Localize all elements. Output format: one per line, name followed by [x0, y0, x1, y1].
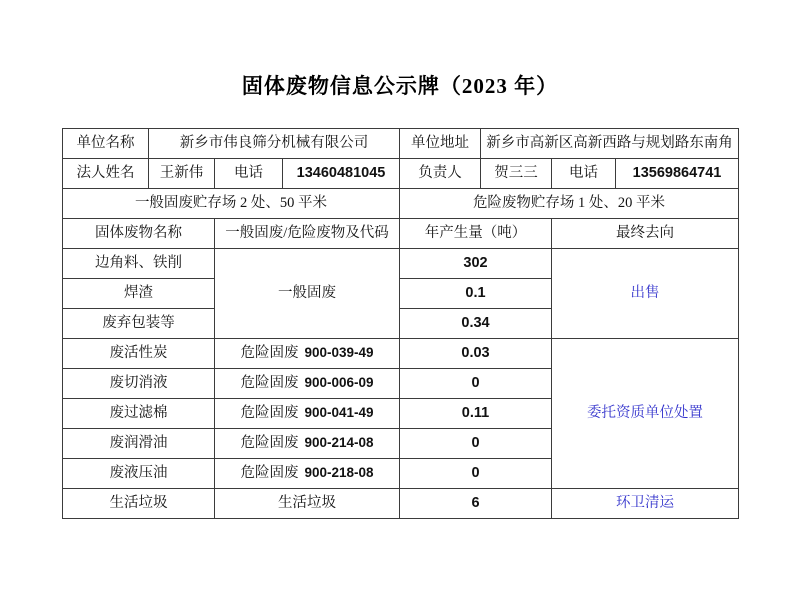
- waste-amount: 0: [400, 369, 552, 399]
- waste-amount: 0.34: [400, 309, 552, 339]
- waste-code: 900-218-08: [304, 465, 374, 481]
- phone1-value: 13460481045: [283, 159, 400, 189]
- manager-label: 负责人: [400, 159, 481, 189]
- waste-name: 生活垃圾: [63, 489, 215, 519]
- hazard-category-label: 危险固废: [240, 465, 299, 482]
- waste-name: 边角料、铁削: [63, 249, 215, 279]
- waste-category-code: [215, 369, 400, 399]
- header-waste-name: 固体废物名称: [63, 219, 215, 249]
- table-row: [63, 249, 739, 279]
- unit-address-label: 单位地址: [400, 129, 481, 159]
- waste-category-code: [215, 459, 400, 489]
- legal-person-label: 法人姓名: [63, 159, 149, 189]
- hazard-category-label: 危险固废: [240, 405, 299, 422]
- manager-value: 贺三三: [481, 159, 552, 189]
- waste-amount: 0: [400, 459, 552, 489]
- row-unit-info: [63, 129, 739, 159]
- unit-address-value: 新乡市高新区高新西路与规划路东南角: [481, 129, 739, 159]
- waste-amount: 0.1: [400, 279, 552, 309]
- waste-name: 废过滤棉: [63, 399, 215, 429]
- unit-name-value: 新乡市伟良筛分机械有限公司: [149, 129, 400, 159]
- hazard-category-label: 危险固废: [240, 345, 299, 362]
- waste-amount: 0.03: [400, 339, 552, 369]
- waste-amount: 302: [400, 249, 552, 279]
- row-table-header: [63, 219, 739, 249]
- phone2-value: 13569864741: [616, 159, 739, 189]
- waste-name: 废活性炭: [63, 339, 215, 369]
- waste-name: 废液压油: [63, 459, 215, 489]
- waste-name: 废切消液: [63, 369, 215, 399]
- hazard-category-label: 危险固废: [240, 375, 299, 392]
- header-destination: 最终去向: [552, 219, 739, 249]
- waste-category-code: [215, 429, 400, 459]
- waste-amount: 6: [400, 489, 552, 519]
- waste-name: 焊渣: [63, 279, 215, 309]
- general-category: 一般固废: [215, 249, 400, 339]
- unit-name-label: 单位名称: [63, 129, 149, 159]
- phone2-label: 电话: [552, 159, 616, 189]
- household-destination: 环卫清运: [552, 489, 739, 519]
- row-contact-info: [63, 159, 739, 189]
- waste-name: 废弃包装等: [63, 309, 215, 339]
- waste-name: 废润滑油: [63, 429, 215, 459]
- hazard-category-label: 危险固废: [240, 435, 299, 452]
- waste-code: 900-006-09: [304, 375, 374, 391]
- hazard-destination: 委托资质单位处置: [552, 339, 739, 489]
- table-row: [63, 339, 739, 369]
- waste-amount: 0: [400, 429, 552, 459]
- waste-amount: 0.11: [400, 399, 552, 429]
- household-category: 生活垃圾: [215, 489, 400, 519]
- hazard-storage-text: 危险废物贮存场 1 处、20 平米: [400, 189, 739, 219]
- waste-code: 900-041-49: [304, 405, 374, 421]
- header-category-code: 一般固废/危险废物及代码: [215, 219, 400, 249]
- waste-code: 900-214-08: [304, 435, 374, 451]
- general-storage-text: 一般固废贮存场 2 处、50 平米: [63, 189, 400, 219]
- table-row: [63, 489, 739, 519]
- waste-category-code: [215, 339, 400, 369]
- row-storage-info: [63, 189, 739, 219]
- page-title: 固体废物信息公示牌（2023 年）: [241, 74, 559, 98]
- waste-category-code: [215, 399, 400, 429]
- header-annual-amount: 年产生量（吨）: [400, 219, 552, 249]
- legal-person-value: 王新伟: [149, 159, 215, 189]
- waste-info-table: [62, 128, 739, 519]
- waste-code: 900-039-49: [304, 345, 374, 361]
- phone1-label: 电话: [215, 159, 283, 189]
- general-destination: 出售: [552, 249, 739, 339]
